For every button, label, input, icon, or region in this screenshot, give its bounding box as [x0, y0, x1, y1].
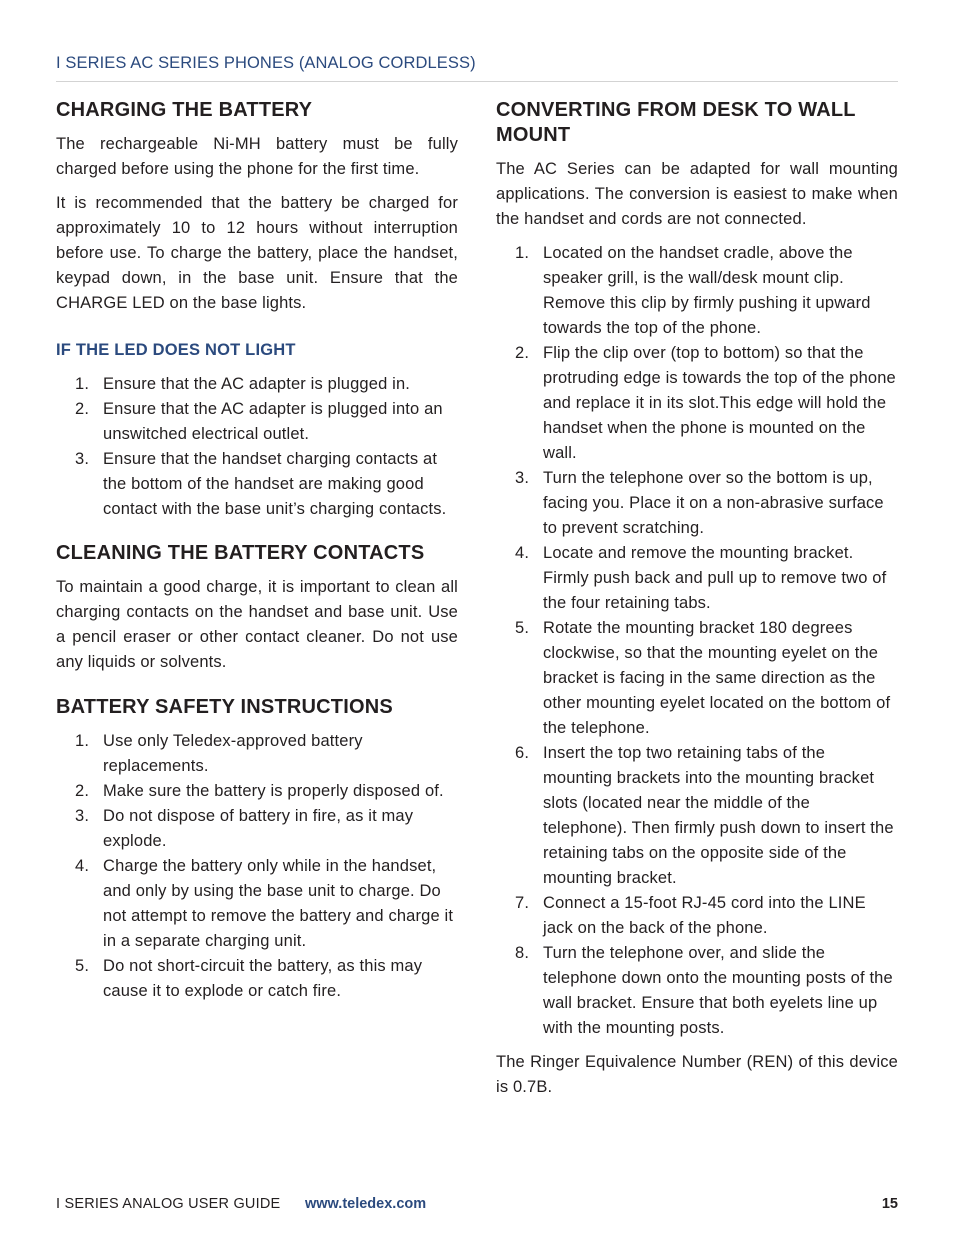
- list-item: 6. Insert the top two retaining tabs of the mounting brackets into the mounting bracket slots (located near the middle of the telephone). Then firmly push down to insert the retaining tabs on the opposite side of the mounting bracket.: [515, 744, 894, 887]
- right-column: [496, 98, 898, 1109]
- converting-list: [496, 241, 898, 1041]
- safety-list: [56, 729, 458, 1004]
- list-item: 3. Turn the telephone over so the bottom is up, facing you. Place it on a non-abrasive surface to prevent scratching.: [515, 469, 884, 537]
- footer: [56, 1194, 898, 1214]
- led-list: [56, 372, 458, 522]
- list-item: 5. Do not short-circuit the battery, as this may cause it to explode or catch fire.: [75, 957, 423, 1000]
- footer-website-link[interactable]: www.teledex.com: [305, 1196, 427, 1212]
- led-subheading: IF THE LED DOES NOT LIGHT: [56, 341, 296, 359]
- list-item: 2. Flip the clip over (top to bottom) so that the protruding edge is towards the top of the phone and replace it in its slot.This edge will hold the handset when the phone is mounted on the wall.: [515, 344, 896, 462]
- left-column: [56, 98, 458, 1004]
- running-header: I SERIES AC SERIES PHONES (ANALOG CORDLESS): [56, 53, 898, 82]
- list-item: 1. Use only Teledex-approved battery replacements.: [75, 732, 363, 775]
- list-item: 4. Charge the battery only while in the handset, and only by using the base unit to charge. Do not attempt to remove the battery and charge it in a separate charging unit.: [75, 857, 454, 950]
- page-number: 15: [881, 1196, 898, 1212]
- list-item: 3. Do not dispose of battery in fire, as it may explode.: [75, 807, 414, 850]
- ren-paragraph: The Ringer Equivalence Number (REN) of this device is 0.7B.: [496, 1053, 898, 1096]
- cleaning-paragraph: To maintain a good charge, it is important to clean all charging contacts on the handset and base unit. Use a pencil eraser or other contact cleaner. Do not use any liquids or solvents.: [56, 578, 458, 671]
- list-item: 1. Located on the handset cradle, above the speaker grill, is the wall/desk mount clip. Remove this clip by firmly pushing it upward towards the top of the phone.: [515, 244, 871, 337]
- footer-guide-title: I SERIES ANALOG USER GUIDE: [56, 1196, 281, 1212]
- list-item: 3. Ensure that the handset charging contacts at the bottom of the handset are making good contact with the base unit’s charging contacts.: [75, 450, 447, 518]
- charging-paragraph-1: The rechargeable Ni-MH battery must be fully charged before using the phone for the first time.: [56, 135, 458, 178]
- list-item: 2. Ensure that the AC adapter is plugged into an unswitched electrical outlet.: [75, 400, 443, 443]
- list-item: 8. Turn the telephone over, and slide the telephone down onto the mounting posts of the wall bracket. Ensure that both eyelets line up with the mounting posts.: [515, 944, 893, 1037]
- list-item: 5. Rotate the mounting bracket 180 degrees clockwise, so that the mounting eyelet on the bracket is facing in the same direction as the other mounting eyelet located on the bottom of the telephone.: [515, 619, 891, 737]
- charging-paragraph-2: It is recommended that the battery be charged for approximately 10 to 12 hours without interruption before use. To charge the battery, place the handset, keypad down, in the base unit. Ensure that the CHARGE LED on the base lights.: [56, 194, 458, 312]
- list-item: 4. Locate and remove the mounting bracket. Firmly push back and pull up to remove two of the four retaining tabs.: [515, 544, 887, 612]
- safety-heading: BATTERY SAFETY INSTRUCTIONS: [56, 696, 393, 718]
- charging-heading: CHARGING THE BATTERY: [56, 99, 313, 121]
- list-item: 7. Connect a 15-foot RJ-45 cord into the LINE jack on the back of the phone.: [515, 894, 866, 937]
- list-item: 1. Ensure that the AC adapter is plugged in.: [75, 375, 411, 393]
- converting-paragraph-1: The AC Series can be adapted for wall mounting applications. The conversion is easiest to make when the handset and cords are not connected.: [496, 160, 898, 228]
- cleaning-heading: CLEANING THE BATTERY CONTACTS: [56, 542, 425, 564]
- list-item: 2. Make sure the battery is properly disposed of.: [75, 782, 444, 800]
- converting-heading: CONVERTING FROM DESK TO WALL MOUNT: [496, 99, 856, 146]
